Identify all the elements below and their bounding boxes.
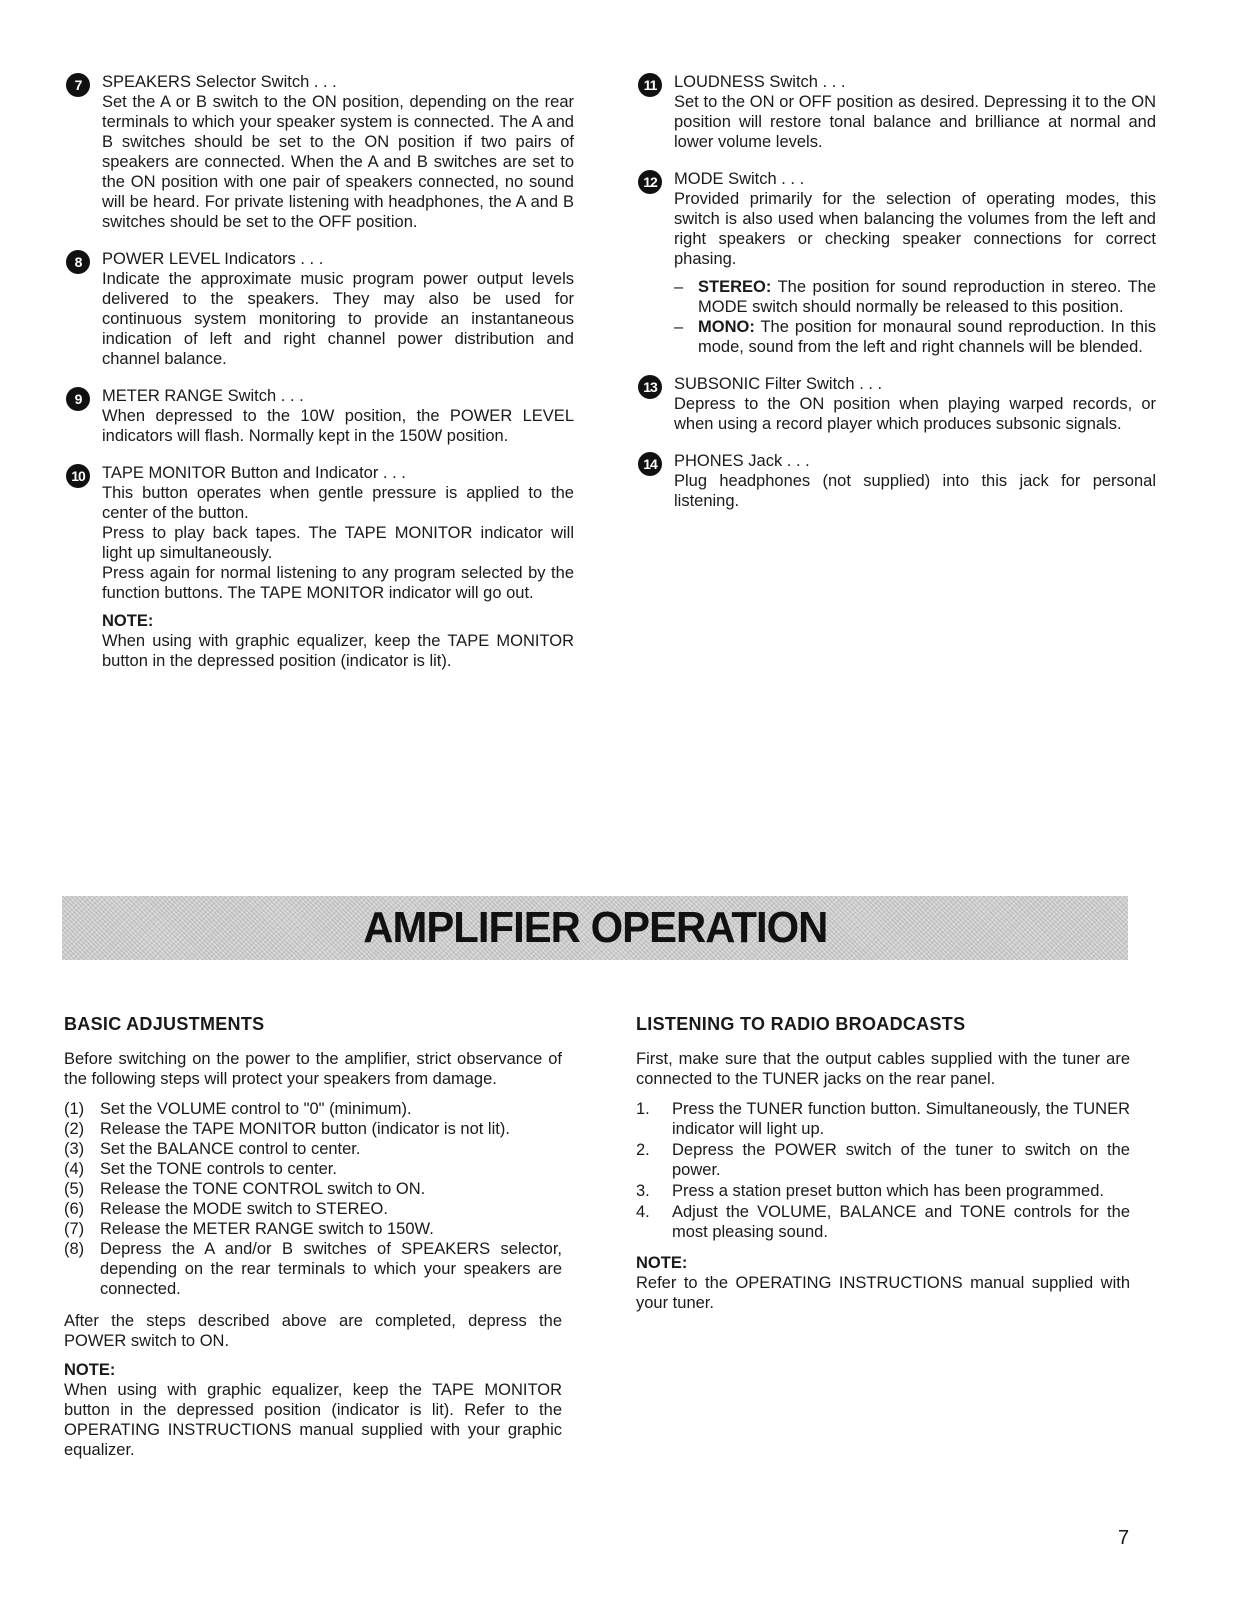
section-intro: First, make sure that the output cables supplied with the tuner are connected to the TUNER jacks on the rear panel. — [636, 1050, 1130, 1088]
item-description: Set the A or B switch to the ON position, depending on the rear terminals to which your speaker system is connected. The A and B switches should be set to the ON position if two pairs of speakers are connected. When the A and B switches are set to the ON position with one pair of speakers connected, no sound will be heard. For private listening with headphones, the A and B switches should be set to the OFF position. — [102, 93, 574, 231]
step-marker: 1. — [636, 1100, 650, 1118]
adjustment-step — [64, 1119, 562, 1139]
after-steps-text: After the steps described above are completed, depress the POWER switch to ON. — [64, 1312, 562, 1350]
note-block — [636, 1254, 1130, 1313]
item-title: LOUDNESS Switch . . . — [674, 73, 846, 91]
step-marker: (6) — [64, 1200, 85, 1218]
step-text: Release the TAPE MONITOR button (indicator is not lit). — [100, 1120, 510, 1138]
item-description-line: Press to play back tapes. The TAPE MONITOR indicator will light up simultaneously. — [102, 524, 574, 562]
item-speakers-selector — [64, 72, 574, 232]
item-description: Depress to the ON position when playing warped records, or when using a record player which produces subsonic signals. — [674, 395, 1156, 433]
controls-right-column — [636, 72, 1156, 528]
step-text: Set the TONE controls to center. — [100, 1160, 337, 1178]
section-heading: BASIC ADJUSTMENTS — [64, 1014, 265, 1034]
step-text: Press the TUNER function button. Simultaneously, the TUNER indicator will light up. — [672, 1100, 1130, 1138]
item-number-badge: 10 — [66, 464, 90, 488]
step-text: Set the BALANCE control to center. — [100, 1140, 361, 1158]
item-number-badge: 8 — [66, 250, 90, 274]
step-text: Release the MODE switch to STEREO. — [100, 1200, 388, 1218]
basic-adjustments-section — [64, 1014, 562, 1470]
radio-step — [636, 1140, 1130, 1180]
step-marker: (8) — [64, 1240, 85, 1258]
item-title: SPEAKERS Selector Switch . . . — [102, 73, 337, 91]
adjustment-step — [64, 1099, 562, 1119]
step-marker: (1) — [64, 1100, 85, 1118]
mode-options-list — [674, 277, 1156, 357]
note-block — [64, 1361, 562, 1460]
adjustment-step — [64, 1139, 562, 1159]
mode-option-label: STEREO: — [698, 278, 772, 296]
item-title: MODE Switch . . . — [674, 170, 805, 188]
radio-step — [636, 1202, 1130, 1242]
step-marker: (7) — [64, 1220, 85, 1238]
item-title: TAPE MONITOR Button and Indicator . . . — [102, 464, 406, 482]
item-number-badge: 14 — [638, 452, 662, 476]
step-text: Release the METER RANGE switch to 150W. — [100, 1220, 434, 1238]
step-text: Release the TONE CONTROL switch to ON. — [100, 1180, 426, 1198]
step-marker: 2. — [636, 1141, 650, 1159]
dash-bullet: – — [674, 318, 684, 336]
step-text: Depress the POWER switch of the tuner to switch on the power. — [672, 1141, 1130, 1179]
controls-left-column — [64, 72, 574, 688]
item-title: SUBSONIC Filter Switch . . . — [674, 375, 883, 393]
page-number: 7 — [1118, 1527, 1130, 1549]
item-number-badge: 13 — [638, 375, 662, 399]
item-power-level-indicators — [64, 249, 574, 369]
step-marker: (3) — [64, 1140, 85, 1158]
note-label: NOTE: — [636, 1254, 688, 1272]
adjustment-step — [64, 1199, 562, 1219]
adjustment-step — [64, 1239, 562, 1299]
step-text: Set the VOLUME control to "0" (minimum). — [100, 1100, 412, 1118]
item-phones-jack — [636, 451, 1156, 511]
adjustment-step — [64, 1219, 562, 1239]
note-label: NOTE: — [102, 612, 154, 630]
step-marker: (4) — [64, 1160, 85, 1178]
mode-option-stereo — [674, 277, 1156, 317]
adjustment-step — [64, 1159, 562, 1179]
step-text: Adjust the VOLUME, BALANCE and TONE controls for the most pleasing sound. — [672, 1203, 1130, 1241]
item-meter-range-switch — [64, 386, 574, 446]
item-description-line: Press again for normal listening to any program selected by the function buttons. The TAPE MONITOR indicator will go out. — [102, 564, 574, 602]
step-marker: 4. — [636, 1203, 650, 1221]
item-loudness-switch — [636, 72, 1156, 152]
item-title: PHONES Jack . . . — [674, 452, 810, 470]
dash-bullet: – — [674, 278, 684, 296]
item-number-badge: 11 — [638, 73, 662, 97]
item-number-badge: 12 — [638, 170, 662, 194]
item-description: Indicate the approximate music program power output levels delivered to the speakers. They may also be used for continuous system monitoring to provide an instantaneous indication of left and right channel power distribution and channel balance. — [102, 270, 574, 368]
item-subsonic-filter-switch — [636, 374, 1156, 434]
step-marker: 3. — [636, 1182, 650, 1200]
step-text: Depress the A and/or B switches of SPEAKERS selector, depending on the rear terminals to which your speakers are connected. — [100, 1240, 562, 1298]
step-marker: (2) — [64, 1120, 85, 1138]
note-text: Refer to the OPERATING INSTRUCTIONS manual supplied with your tuner. — [636, 1274, 1130, 1312]
item-title: POWER LEVEL Indicators . . . — [102, 250, 324, 268]
section-banner — [62, 896, 1128, 960]
item-description-line: This button operates when gentle pressure is applied to the center of the button. — [102, 484, 574, 522]
banner-title: AMPLIFIER OPERATION — [362, 903, 828, 952]
radio-step — [636, 1181, 1130, 1201]
item-title: METER RANGE Switch . . . — [102, 387, 304, 405]
radio-broadcasts-section — [636, 1014, 1130, 1323]
section-intro: Before switching on the power to the amplifier, strict observance of the following steps will protect your speakers from damage. — [64, 1050, 562, 1088]
note-block — [102, 611, 574, 671]
adjustment-step — [64, 1179, 562, 1199]
mode-option-label: MONO: — [698, 318, 755, 336]
item-description: Provided primarily for the selection of operating modes, this switch is also used when balancing the volumes from the left and right speakers or checking speaker connections for correct phasing. — [674, 190, 1156, 268]
step-text: Press a station preset button which has been programmed. — [672, 1182, 1104, 1200]
note-text: When using with graphic equalizer, keep the TAPE MONITOR button in the depressed position (indicator is lit). — [102, 632, 574, 670]
item-number-badge: 7 — [66, 73, 90, 97]
note-label: NOTE: — [64, 1361, 116, 1379]
radio-steps-list — [636, 1099, 1130, 1242]
item-mode-switch — [636, 169, 1156, 357]
note-text: When using with graphic equalizer, keep the TAPE MONITOR button in the depressed position (indicator is lit). Refer to the OPERATING INSTRUCTIONS manual supplied with your graphic equalizer. — [64, 1381, 562, 1459]
mode-option-text: The position for sound reproduction in stereo. The MODE switch should normally be released to this position. — [698, 278, 1157, 316]
mode-option-mono — [674, 317, 1156, 357]
item-tape-monitor — [64, 463, 574, 671]
section-heading: LISTENING TO RADIO BROADCASTS — [636, 1014, 966, 1034]
item-description: When depressed to the 10W position, the POWER LEVEL indicators will flash. Normally kept in the 150W position. — [102, 407, 574, 445]
adjustment-steps-list — [64, 1099, 562, 1299]
item-description: Set to the ON or OFF position as desired. Depressing it to the ON position will restore tonal balance and brilliance at normal and lower volume levels. — [674, 93, 1156, 151]
item-description: Plug headphones (not supplied) into this jack for personal listening. — [674, 472, 1156, 510]
radio-step — [636, 1099, 1130, 1139]
mode-option-text: The position for monaural sound reproduction. In this mode, sound from the left and right channels will be blended. — [698, 318, 1156, 356]
item-number-badge: 9 — [66, 387, 90, 411]
step-marker: (5) — [64, 1180, 85, 1198]
